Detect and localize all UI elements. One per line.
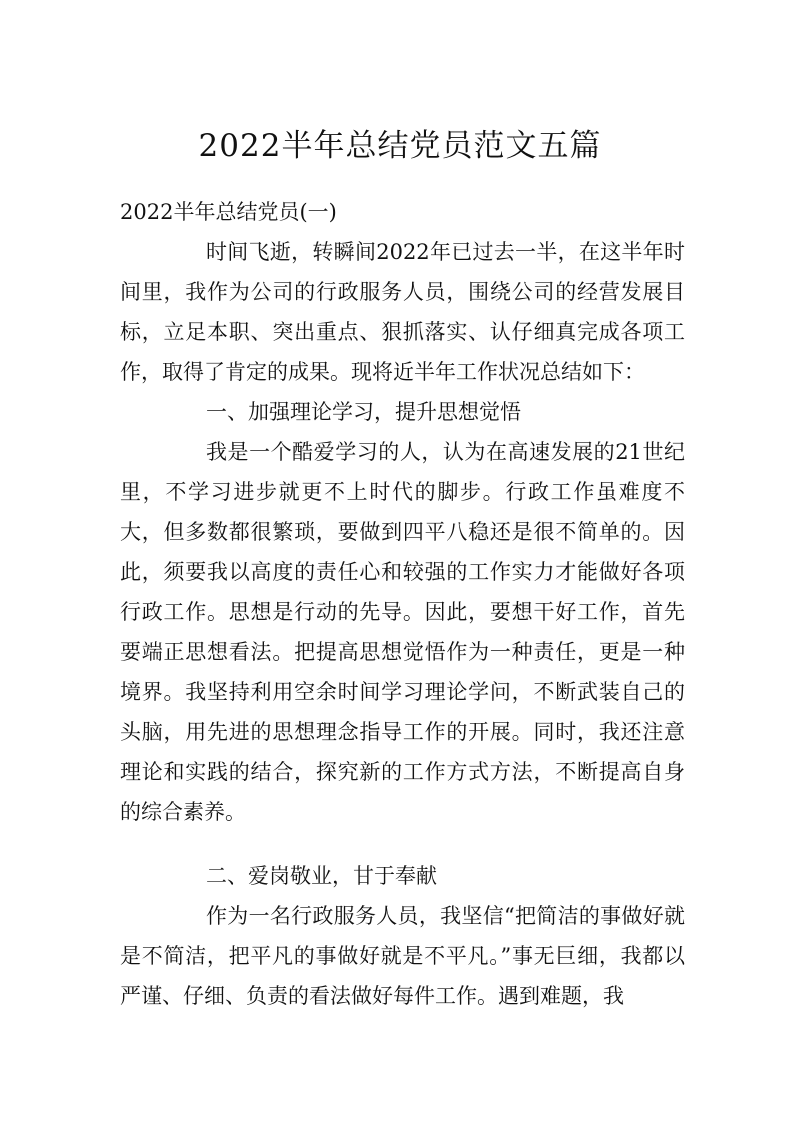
document-body [120, 232, 685, 1016]
paragraph-theory-study: 我是一个酷爱学习的人，认为在高速发展的21世纪里，不学习进步就更不上时代的脚步。行政工作虽难度不大，但多数都很繁琐，要做到四平八稳还是很不简单的。因此，须要我以高度的责任心和较强的工作实力才能做好各项行政工作。思想是行动的先导。因此，要想干好工作，首先要端正思想看法。把提高思想觉悟作为一种责任，更是一种境界。我坚持利用空余时间学习理论学问，不断武装自己的头脑，用先进的思想理念指导工作的开展。同时，我还注意理论和实践的结合，探究新的工作方式方法，不断提高自身的综合素养。 [120, 440, 685, 824]
paragraph-spacer [120, 832, 685, 856]
document-title: 2022半年总结党员范文五篇 [198, 128, 602, 164]
paragraph-dedication: 作为一名行政服务人员，我坚信“把简洁的事做好就是不简洁，把平凡的事做好就是不平凡。”事无巨细，我都以严谨、仔细、负责的看法做好每件工作。遇到难题，我 [120, 904, 685, 1008]
section-heading-1: 一、加强理论学习，提升思想觉悟 [206, 400, 521, 424]
paragraph-intro: 时间飞逝，转瞬间2022年已过去一半，在这半年时间里，我作为公司的行政服务人员，围绕公司的经营发展目标，立足本职、突出重点、狠抓落实、认仔细真完成各项工作，取得了肯定的成果。现将近半年工作状况总结如下： [120, 240, 685, 384]
section-heading-2: 二、爱岗敬业，甘于奉献 [206, 864, 437, 888]
section-subtitle: 2022半年总结党员(一) [120, 200, 337, 224]
